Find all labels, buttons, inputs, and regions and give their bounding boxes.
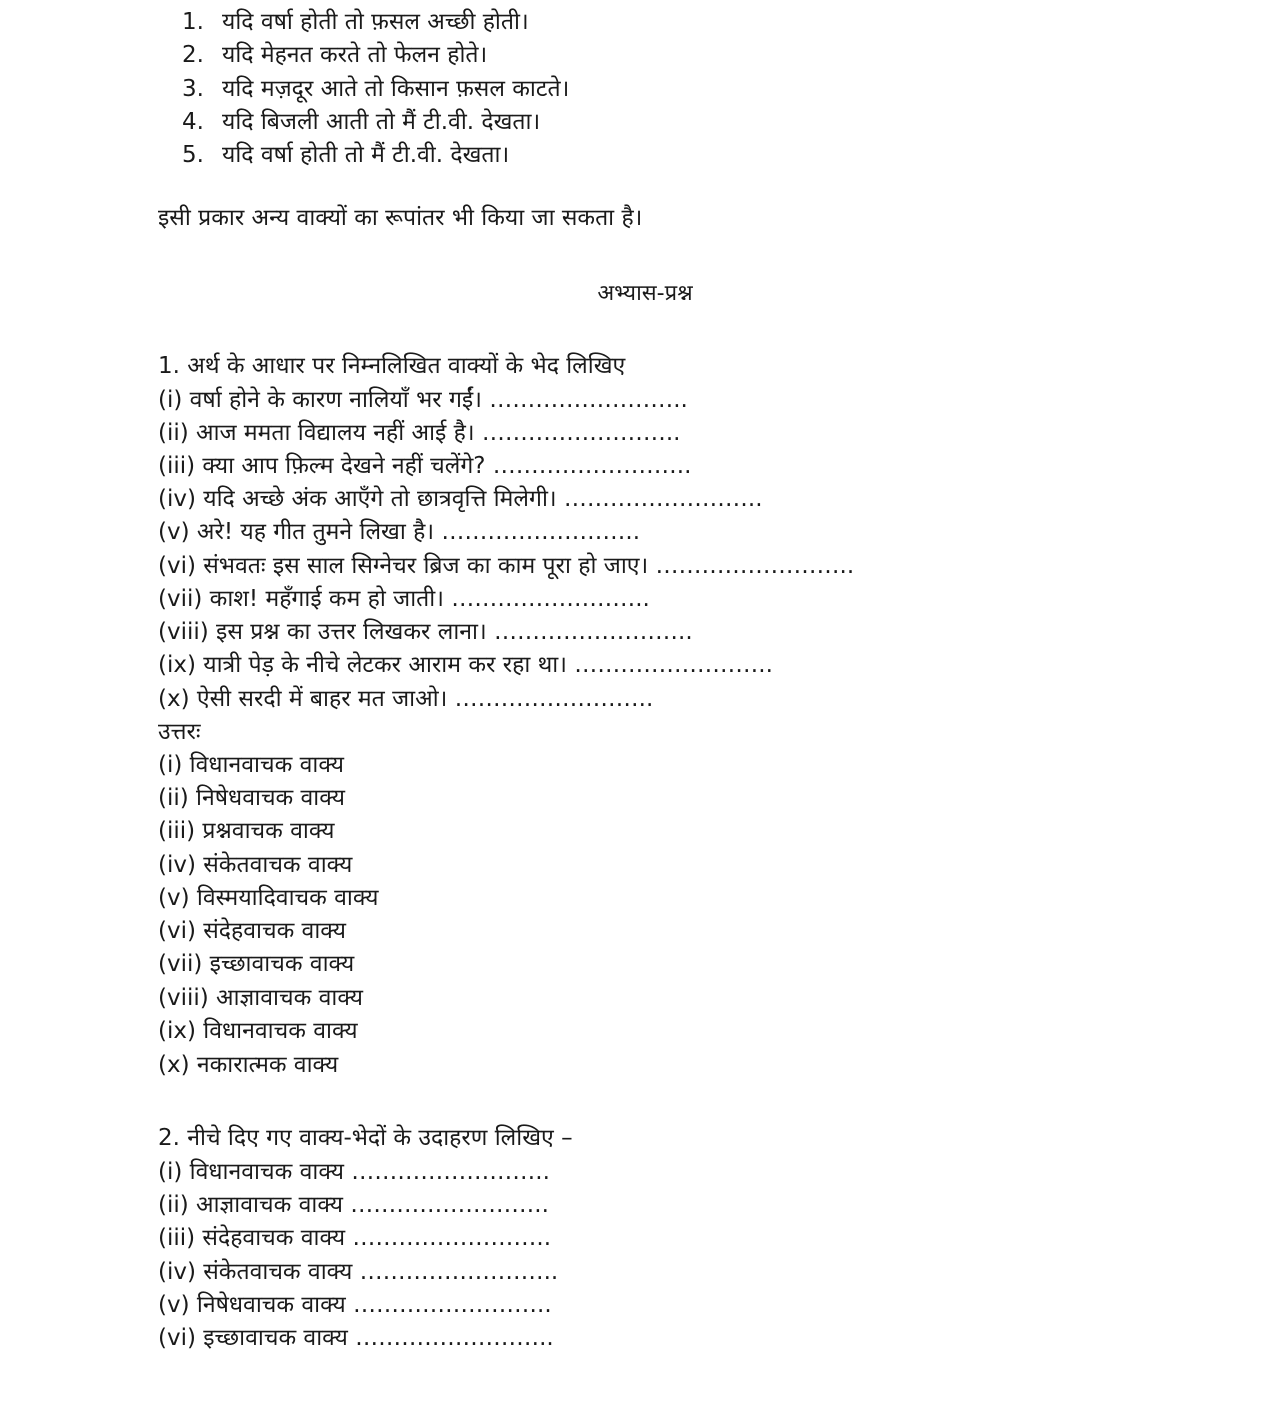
question-item: (i) वर्षा होने के कारण नालियाँ भर गईं। …………………….. bbox=[158, 387, 688, 413]
question-item: (vi) संभवतः इस साल सिग्नेचर ब्रिज का काम पूरा हो जाए। …………………….. bbox=[158, 553, 855, 579]
paragraph: इसी प्रकार अन्य वाक्यों का रूपांतर भी किया जा सकता है। bbox=[158, 205, 643, 231]
answer-item: (iv) संकेतवाचक वाक्य bbox=[158, 852, 353, 878]
list-item bbox=[182, 39, 487, 72]
list-number: 5. bbox=[182, 142, 204, 168]
list-text: यदि बिजली आती तो मैं टी.वी. देखता। bbox=[222, 109, 541, 135]
list-item bbox=[182, 139, 509, 172]
answer-item: (vi) संदेहवाचक वाक्य bbox=[158, 918, 346, 944]
question-item: (x) ऐसी सरदी में बाहर मत जाओ। …………………….. bbox=[158, 686, 654, 712]
question-item: (iv) यदि अच्छे अंक आएँगे तो छात्रवृत्ति मिलेगी। …………………….. bbox=[158, 486, 763, 512]
question-item: (vi) इच्छावाचक वाक्य …………………….. bbox=[158, 1325, 554, 1351]
question-item: (iii) क्या आप फ़िल्म देखने नहीं चलेंगे? …………………….. bbox=[158, 453, 692, 479]
question-item: (v) अरे! यह गीत तुमने लिखा है। …………………….. bbox=[158, 519, 641, 545]
list-number: 2. bbox=[182, 42, 204, 68]
answer-label: उत्तरः bbox=[158, 719, 201, 745]
list-text: यदि मज़दूर आते तो किसान फ़सल काटते। bbox=[222, 76, 570, 102]
answer-item: (ii) निषेधवाचक वाक्य bbox=[158, 785, 345, 811]
question-title: 2. नीचे दिए गए वाक्य-भेदों के उदाहरण लिखिए – bbox=[158, 1125, 573, 1151]
answer-item: (ix) विधानवाचक वाक्य bbox=[158, 1018, 358, 1044]
list-text: यदि वर्षा होती तो मैं टी.वी. देखता। bbox=[222, 142, 510, 168]
list-number: 1. bbox=[182, 9, 204, 35]
list-number: 4. bbox=[182, 109, 204, 135]
list-text: यदि मेहनत करते तो फेलन होते। bbox=[222, 42, 488, 68]
answer-item: (iii) प्रश्नवाचक वाक्य bbox=[158, 818, 335, 844]
question-item: (i) विधानवाचक वाक्य …………………….. bbox=[158, 1159, 550, 1185]
answer-item: (viii) आज्ञावाचक वाक्य bbox=[158, 985, 363, 1011]
answer-item: (x) नकारात्मक वाक्य bbox=[158, 1052, 339, 1078]
question-item: (ii) आज्ञावाचक वाक्य …………………….. bbox=[158, 1192, 549, 1218]
list-item bbox=[182, 6, 529, 39]
question-item: (iii) संदेहवाचक वाक्य …………………….. bbox=[158, 1225, 552, 1251]
question-item: (ii) आज ममता विद्यालय नहीं आई है। …………………….. bbox=[158, 420, 681, 446]
list-item bbox=[182, 73, 569, 106]
question-item: (v) निषेधवाचक वाक्य …………………….. bbox=[158, 1292, 552, 1318]
question-title: 1. अर्थ के आधार पर निम्नलिखित वाक्यों के भेद लिखिए bbox=[158, 353, 626, 379]
question-item: (viii) इस प्रश्न का उत्तर लिखकर लाना। …………………….. bbox=[158, 619, 693, 645]
answer-item: (v) विस्मयादिवाचक वाक्य bbox=[158, 885, 379, 911]
list-item bbox=[182, 106, 540, 139]
section-heading: अभ्यास-प्रश्न bbox=[597, 281, 693, 306]
question-item: (iv) संकेतवाचक वाक्य …………………….. bbox=[158, 1259, 559, 1285]
question-item: (vii) काश! महँगाई कम हो जाती। …………………….. bbox=[158, 586, 650, 612]
list-text: यदि वर्षा होती तो फ़सल अच्छी होती। bbox=[222, 9, 529, 35]
question-item: (ix) यात्री पेड़ के नीचे लेटकर आराम कर रहा था। …………………….. bbox=[158, 652, 773, 678]
answer-item: (i) विधानवाचक वाक्य bbox=[158, 752, 344, 778]
answer-item: (vii) इच्छावाचक वाक्य bbox=[158, 951, 355, 977]
list-number: 3. bbox=[182, 76, 204, 102]
